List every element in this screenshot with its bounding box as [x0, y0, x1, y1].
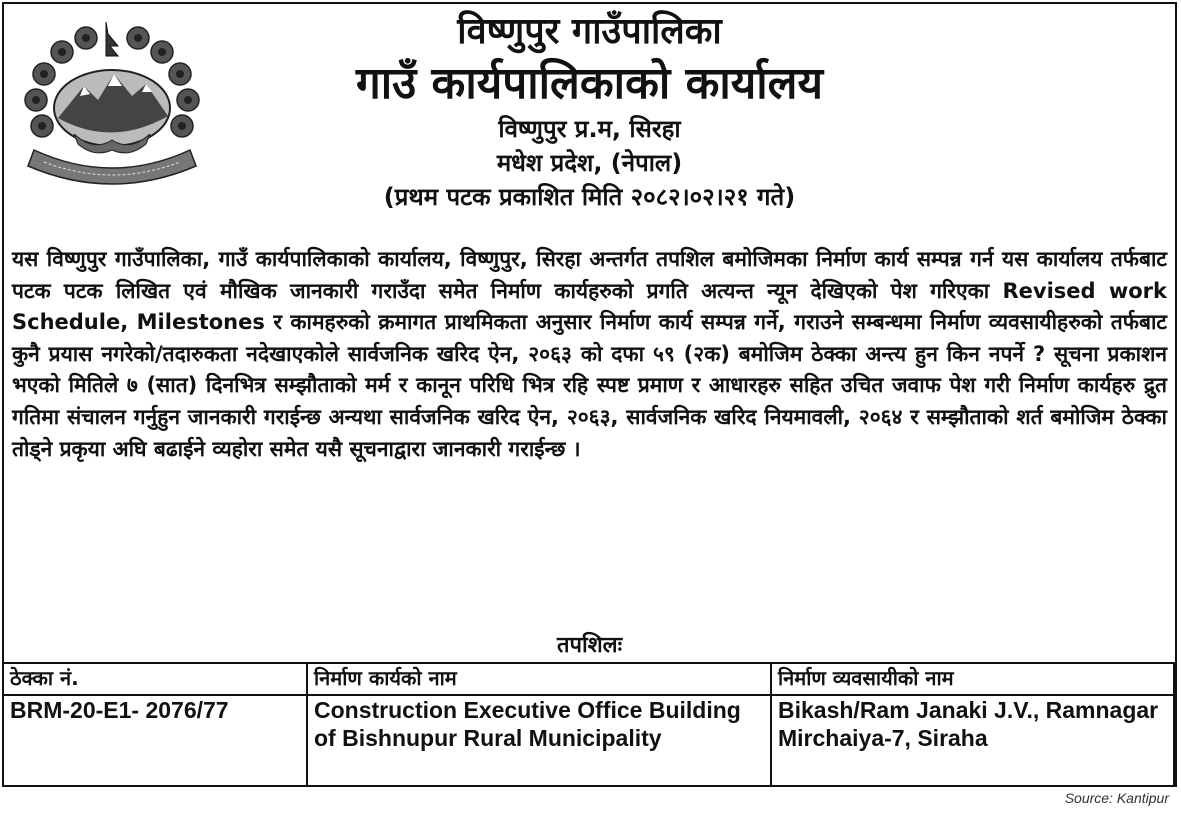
contract-no-cell: BRM-20-E1- 2076/77 — [4, 695, 307, 787]
column-header-contract-no: ठेक्का नं. — [4, 663, 307, 695]
published-date: (प्रथम पटक प्रकाशित मिति २०८२।०२।२१ गते) — [383, 183, 796, 211]
source-credit: Source: Kantipur — [1064, 790, 1169, 806]
schedule-title: तपशिलः — [556, 633, 623, 658]
office-name: गाउँ कार्यपालिकाको कार्यालय — [355, 58, 824, 109]
work-name-cell: Construction Executive Office Building of Bishnupur Rural Municipality — [307, 695, 771, 787]
column-header-contractor: निर्माण व्यवसायीको नाम — [771, 663, 1174, 695]
province-name: मधेश प्रदेश, (नेपाल) — [496, 149, 683, 177]
office-address: विष्णुपुर प्र.म, सिरहा — [498, 115, 681, 143]
notice-body: यस विष्णुपुर गाउँपालिका, गाउँ कार्यपालिकाको कार्यालय, विष्णुपुर, सिरहा अन्तर्गत तपशिल बमोजिमका निर्माण कार्य सम्पन्न गर्न यस कार्यालय तर्फबाट पटक पटक लिखित एवं मौखिक जानकारी गराउँदा समेत निर्माण कार्यहरुको प्रगति अत्यन्त न्यून देखिएको पेश गरिएका Revised work Schedule, Milestones र कामहरुको क्रमागत प्राथमिकता अनुसार निर्माण कार्य सम्पन्न गर्ने, गराउने सम्बन्धमा निर्माण व्यवसायीहरुको तर्फबाट कुनै प्रयास नगरेको/तदारुकता नदेखाएकोले सार्वजनिक खरिद ऐन, २०६३ को दफा ५९ (२क) बमोजिम ठेक्का अन्त्य हुन किन नपर्ने ? सूचना प्रकाशन भएको मितिले ७ (सात) दिनभित्र सम्झौताको मर्म र कानून परिधि भित्र रहि स्पष्ट प्रमाण र आधारहरु सहित उचित जवाफ पेश गरी निर्माण कार्यहरु द्रुत गतिमा संचालन गर्नुहुन जानकारी गराईन्छ अन्यथा सार्वजनिक खरिद ऐन, २०६३, सार्वजनिक खरिद नियमावली, २०६४ र सम्झौताको शर्त बमोजिम ठेक्का तोड्ने प्रकृया अघि बढाईने व्यहोरा समेत यसै सूचनाद्वारा जानकारी गराईन्छ । — [12, 247, 1167, 461]
column-header-work-name: निर्माण कार्यको नाम — [307, 663, 771, 695]
schedule-table — [4, 662, 1175, 787]
contractor-cell: Bikash/Ram Janaki J.V., Ramnagar Mirchaiya-7, Siraha — [771, 695, 1174, 787]
municipality-name: विष्णुपुर गाउँपालिका — [457, 11, 722, 52]
public-notice — [2, 2, 1177, 787]
table-header-row — [4, 663, 1174, 695]
table-row — [4, 695, 1174, 787]
notice-header — [4, 8, 1175, 214]
